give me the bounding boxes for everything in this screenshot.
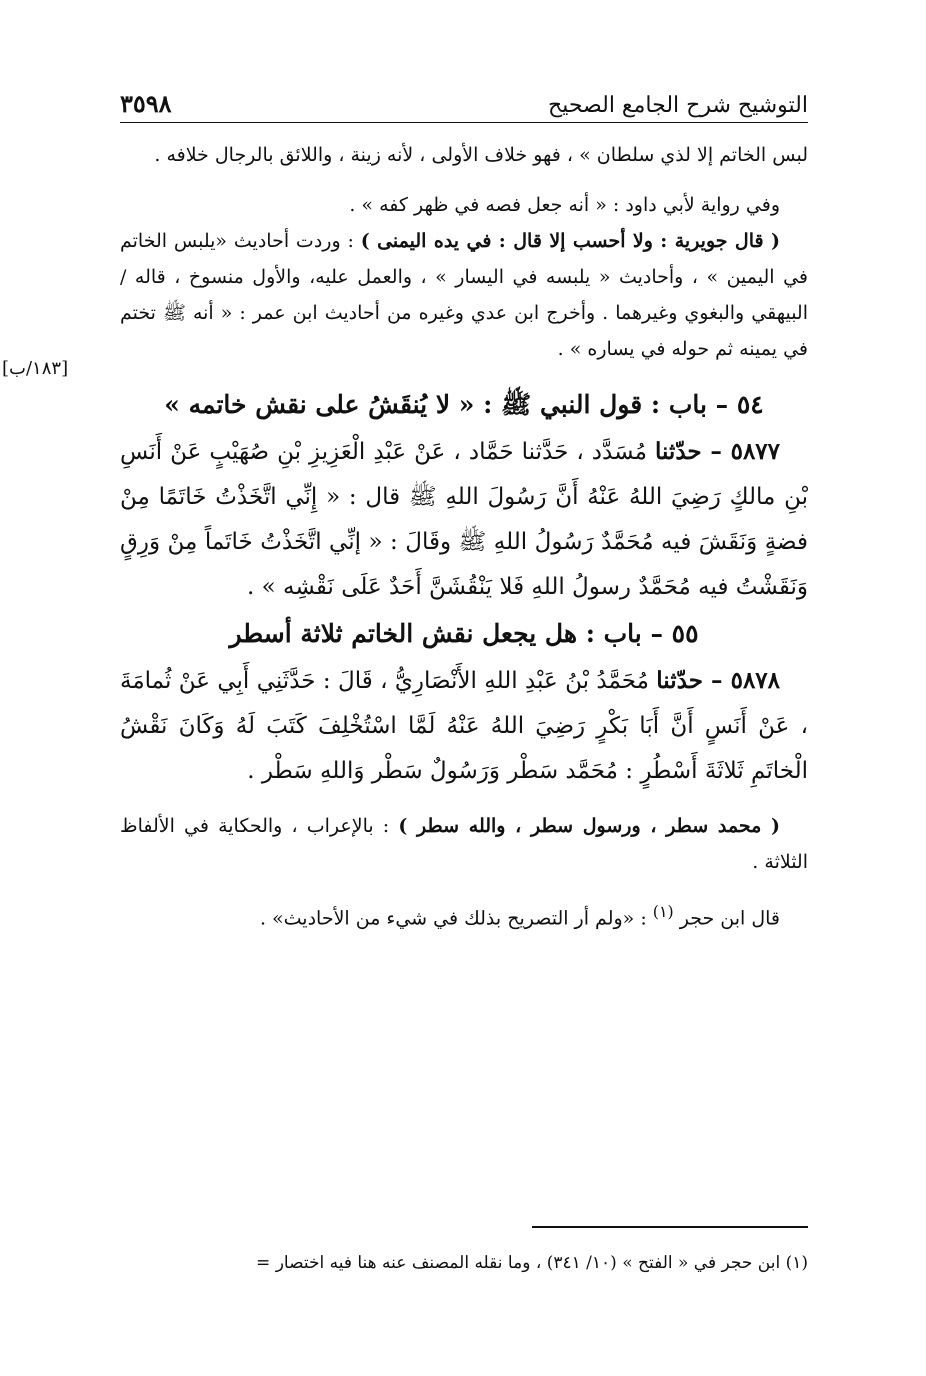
paragraph-5	[120, 894, 808, 936]
footnote-1: (١) ابن حجر في « الفتح » (١٠/ ٣٤١) ، وما نقله المصنف عنه هنا فيه اختصار =	[256, 1253, 808, 1273]
commentary-text-2: : بالإعراب ، والحكاية في الألفاظ الثلاثة .	[120, 815, 808, 873]
chapter-heading-54: ٥٤ – باب : قول النبي ﷺ : « لا يُنقَشُ على نقش خاتمه »	[164, 390, 764, 419]
footnote-ref: (١)	[652, 902, 674, 921]
hadith-text-5877: مُسَدَّد ، حَدَّثنا حَمَّاد ، عَنْ عَبْدِ الْعَزِيزِ بْنِ صُهَيْبٍ عَنْ أَنَسِ بْنِ مالكٍ رَضِيَ اللهُ عَنْهُ أَنَّ رَسُولَ اللهِ ﷺ قال : « إِنِّي اتَّخَذْتُ خَاتَمًا مِنْ فضةٍ وَنَقَشَ فيه مُحَمَّدٌ رَسُولُ اللهِ ﷺ وقَالَ : « إنِّي اتَّخَذْتُ خَاتَماً مِنْ وَرِقٍ وَنَقَشْتُ فيه مُحَمَّدٌ رسولُ اللهِ فَلا يَنْقُشَنَّ أَحَدٌ عَلَى نَقْشِه » .	[120, 439, 808, 600]
paragraph-1: لبس الخاتم إلا لذي سلطان » ، فهو خلاف الأولى ، لأنه زينة ، واللائق بالرجال خلافه .	[154, 144, 808, 166]
hadith-text-5878: مُحَمَّدُ بْنُ عَبْدِ اللهِ الأَنْصَارِيُّ ، قَالَ : حَدَّثَنِي أَبِي عَنْ ثُمامَةَ ، عَنْ أَنَسٍ أَنَّ أَبَا بَكْرٍ رَضِيَ اللهُ عَنْهُ لَمَّا اسْتُخْلِفَ كَتَبَ لَهُ وَكَانَ نَقْشُ الْخاتَمِ ثَلاثَةَ أَسْطُرٍ : مُحَمَّد سَطْر وَرَسُولٌ سَطْر وَاللهِ سَطْر .	[120, 668, 808, 784]
paragraph-2: وفي رواية لأبي داود : « أنه جعل فصه في ظهر كفه » .	[349, 194, 780, 216]
paragraph-5-rest: : «ولم أر التصريح بذلك في شيء من الأحاديث» .	[259, 907, 653, 930]
page-body	[120, 78, 808, 936]
hadith-number-5877: ٥٨٧٧ – حدّثنا	[654, 438, 781, 465]
quoted-phrase-2: ( محمد سطر ، ورسول سطر ، والله سطر )	[398, 815, 780, 837]
page-number: ٣٥٩٨	[120, 89, 172, 118]
paragraph-4	[120, 808, 808, 880]
paragraph-5-lead: قال ابن حجر	[679, 907, 780, 930]
chapter-heading-55: ٥٥ – باب : هل يجعل نقش الخاتم ثلاثة أسطر	[229, 619, 699, 648]
hadith-5878	[120, 658, 808, 794]
page-header	[120, 78, 808, 123]
running-title: التوشيح شرح الجامع الصحيح	[548, 93, 808, 118]
paragraph-3	[120, 223, 808, 367]
margin-folio-note: [١٨٣/ب]	[2, 358, 69, 379]
footnote-divider	[532, 1226, 808, 1228]
quoted-phrase-1: ( قال جويرية : ولا أحسب إلا قال : في يده اليمنى )	[360, 230, 780, 252]
hadith-5877	[120, 429, 808, 610]
hadith-number-5878: ٥٨٧٨ – حدّثنا	[656, 667, 781, 694]
commentary-text-1: : وردت أحاديث «يلبس الخاتم في اليمين » ، وأحاديث « يلبسه في اليسار » ، والعمل عليه، والأول منسوخ ، قاله / البيهقي والبغوي وغيرهما . وأخرج ابن عدي وغيره من أحاديث ابن عمر : « أنه ﷺ تختم في يمينه ثم حوله في يساره » .	[120, 230, 808, 360]
